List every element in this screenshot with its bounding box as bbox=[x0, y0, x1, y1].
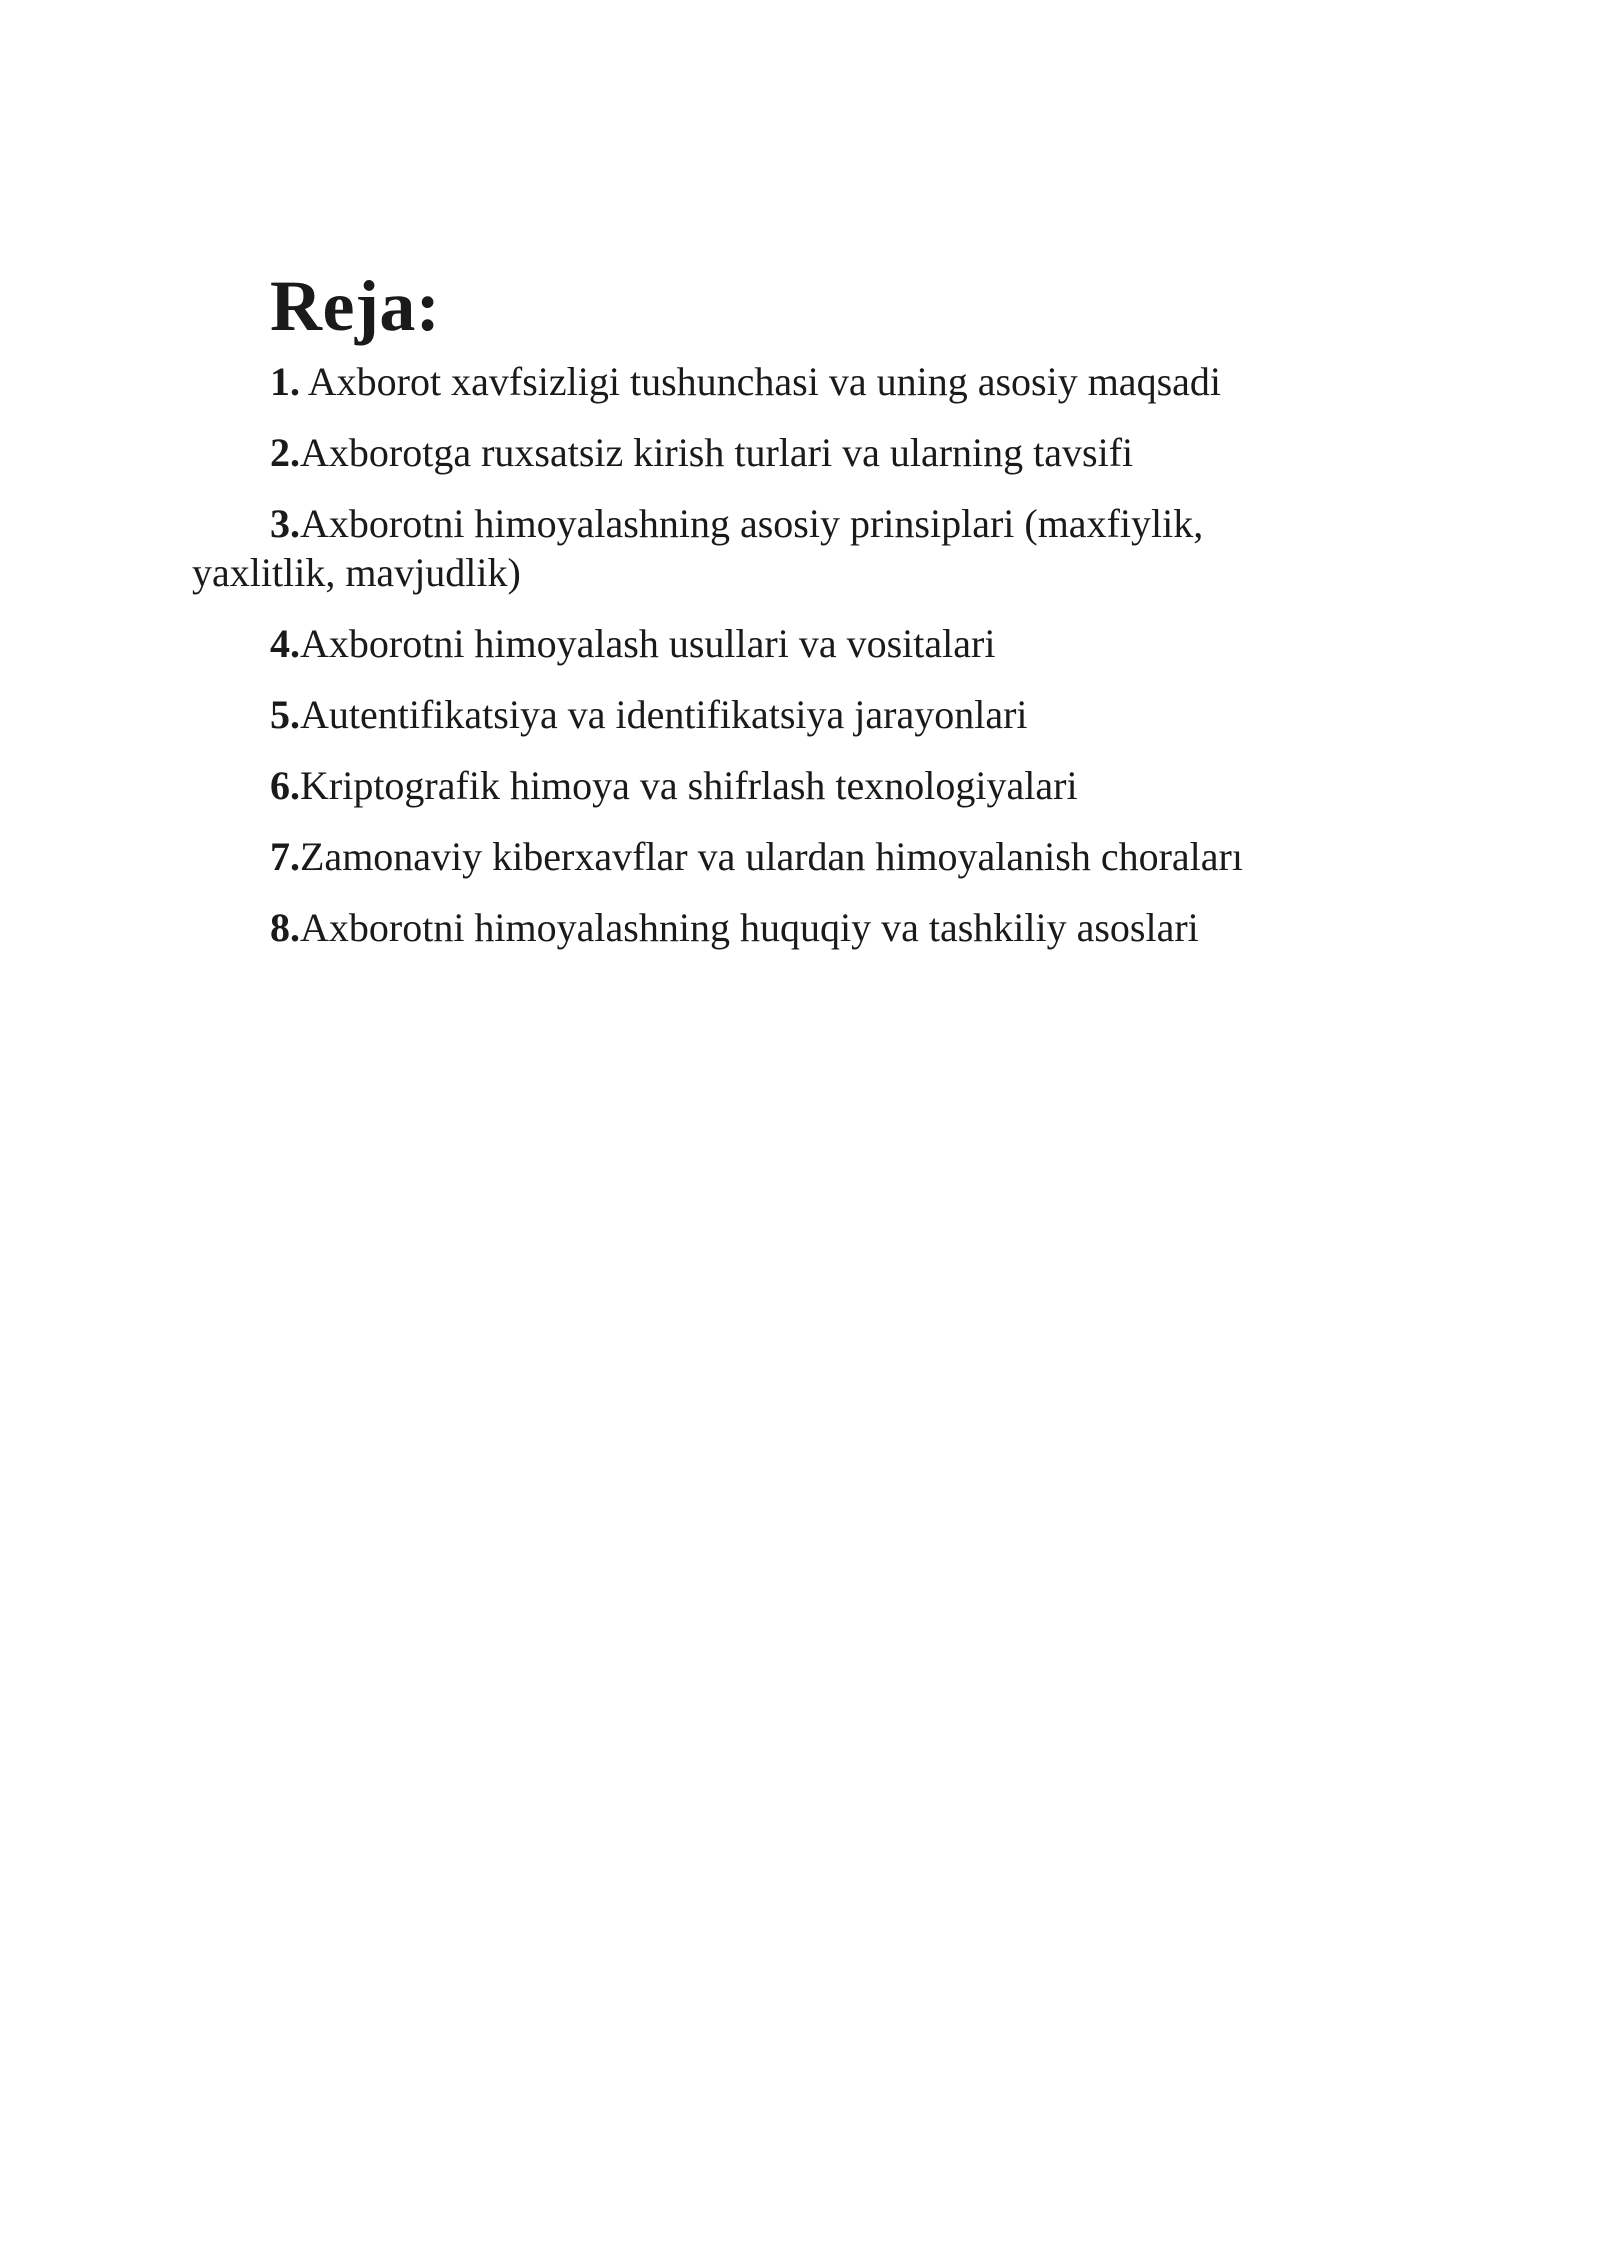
list-item bbox=[192, 761, 1342, 810]
item-number: 1. bbox=[270, 359, 300, 404]
page-title: Reja: bbox=[270, 266, 441, 346]
item-text: Autentifikatsiya va identifikatsiya jarayonlari bbox=[300, 692, 1028, 737]
item-number: 6. bbox=[270, 763, 300, 808]
list-item bbox=[192, 357, 1342, 406]
item-number: 4. bbox=[270, 621, 300, 666]
document-content bbox=[192, 262, 1342, 952]
plan-list bbox=[192, 357, 1342, 952]
list-item bbox=[192, 690, 1342, 739]
list-item bbox=[192, 499, 1342, 597]
item-text: Zamonaviy kiberxavflar va ulardan himoyalanish choraları bbox=[300, 834, 1243, 879]
item-text: Axborotni himoyalashning huquqiy va tashkiliy asoslari bbox=[300, 905, 1199, 950]
list-item bbox=[192, 832, 1342, 881]
list-item bbox=[192, 903, 1342, 952]
list-item bbox=[192, 428, 1342, 477]
item-number: 3. bbox=[270, 501, 300, 546]
item-number: 2. bbox=[270, 430, 300, 475]
item-text: Axborotni himoyalash usullari va vositalari bbox=[300, 621, 996, 666]
item-text: Axborot xavfsizligi tushunchasi va uning asosiy maqsadi bbox=[300, 359, 1221, 404]
item-text: Axborotga ruxsatsiz kirish turlari va ularning tavsifi bbox=[300, 430, 1134, 475]
item-number: 7. bbox=[270, 834, 300, 879]
item-text: Axborotni himoyalashning asosiy prinsiplari (maxfiylik, yaxlitlik, mavjudlik) bbox=[192, 501, 1204, 595]
item-number: 8. bbox=[270, 905, 300, 950]
item-text: Kriptografik himoya va shifrlash texnologiyalari bbox=[300, 763, 1078, 808]
list-item bbox=[192, 619, 1342, 668]
item-number: 5. bbox=[270, 692, 300, 737]
